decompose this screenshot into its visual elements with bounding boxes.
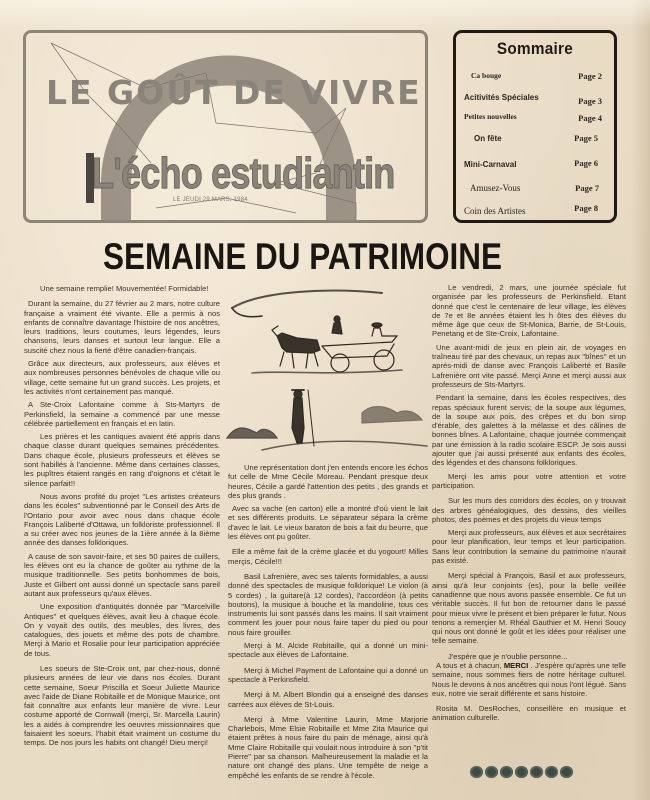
paragraph: Durant la semaine, du 27 février au 2 mars, notre culture française a vraiment été vivante. Elle a permis à nos enfants de connaître davantage l'histoire de nos ancêtres, leurs traditions, leurs coutumes, leurs légendes, leurs chansons, leurs danses et surtout leur langue. Elle a suscité chez nous la fierté d'être canadien-français. bbox=[24, 299, 220, 355]
toc-item-page: Page 8 bbox=[574, 203, 598, 213]
paragraph: Merçi spécial à François, Basil et aux professeurs, ainsi qu'à leur conjoints (es), pour la belle veillée canadienne que nous avons passée ensemble. Ce fut un véritable succès. Il fut bon de retourner dans le passé pour mieux vivre le présent et bien préparer le futur. Nous tenons a remerçier M. Rhéal Gauthier et M. Henri Soucy qui nous ont donné le goût et les idées pour réaliser une telle semaine. bbox=[432, 571, 626, 646]
masthead bbox=[23, 30, 428, 223]
paragraph: Basil Lafrenière, avec ses talents formidables, a aussi donné des spectacles de musique folklorique! Le violon (à 5 cordes) , la guitare(à 12 cordes), l'accordéon (à petits boutons), la musique à bouche et la mandoline, tous ces instruments lui sont passés dans les mains. Il sait vraiment comment les jouer pour nous faire taper du pied ou pour nous faire grouiller. bbox=[228, 571, 428, 637]
paragraph: Une représentation dont j'en entends encore les échos fut celle de Mme Cécile Moreau. Pendant presque deux heures, Cécile a gardé l'attention des petits , des grands et des plus grands . bbox=[228, 463, 428, 500]
paragraph: Merçi à Mme Valentine Laurin, Mme Marjorie Charlebois, Mme Elsie Robitaille et Mme Zita Maurice qui étaient prêtes à nous faire du pain de ménage, ainsi qu'à Mme Claire Robitaille qui voulait nous introduire à son ''p'tit Pierre'' par sa chanson. Malheureusement la maladie et la nature ont changé des plans. Une tempête de neige a empêché les enfants de se rendre à l'école. bbox=[228, 714, 428, 780]
paragraph: Merçi à Michel Payment de Lafontaine qui a donné un spectacle à Perkinsfield. bbox=[228, 665, 428, 684]
toc-item-page: Page 2 bbox=[578, 71, 602, 81]
toc-item-label: Coin des Artistes bbox=[464, 206, 526, 216]
article-column-left bbox=[24, 284, 220, 752]
toc-item[interactable] bbox=[464, 134, 606, 148]
paragraph: Elle a même fait de la crème glacée et du yogourt! Milles merçis, Cécile!!! bbox=[228, 547, 428, 566]
paragraph: J'espère que je n'oublie personne... bbox=[448, 651, 568, 661]
paragraph: Merçi les amis pour votre attention et votre participation. bbox=[432, 471, 626, 490]
ornament-icon bbox=[545, 766, 558, 778]
paragraph: Pendant la semaine, dans les écoles respectives, des repas spéciaux furent servis; de la soupe aux légumes, de la soupe aux pois, des crêpes et du bon sirop d'érable, des galettes à la mélasse et des câlines de bonnes bînes. A Lafontaine, chaque journée commençait par une émission à la radio scolaire ESCP. Je sois aussi ajouter que j'ai aussi présenté aux enfants des écoles, des légendes et des chansons folkloriques. bbox=[432, 393, 626, 468]
ornament-icon bbox=[560, 766, 573, 778]
closing-suffix: . J'espère qu'après une telle semaine, nous sommes fiers de notre héritage culturel. Nous le devons à nos ancêtres qui nous l'ont légué. Sans eux, notre vie serait différente et sans histoire. bbox=[432, 660, 626, 698]
toc-item-label: Mini-Carnaval bbox=[464, 160, 517, 169]
ornament-icon bbox=[530, 766, 543, 778]
toc-item-page: Page 3 bbox=[578, 96, 602, 106]
closing-paragraph bbox=[432, 661, 626, 698]
toc-item-label: On fête bbox=[474, 134, 502, 143]
article-column-middle bbox=[228, 463, 428, 784]
ornament-icon bbox=[515, 766, 528, 778]
masthead-title: LE GOÛT DE VIVRE bbox=[46, 73, 422, 112]
paragraph: Les prières et les cantiques avaient été appris dans chaque classe durant quelques semaines précédentes. Dans chaque école, plusieurs professeurs et élèves se sont habillés à l'ancienne. Même dans certaines classes, les pupîtres étaient rangés en rang d'oignons et c'était le silence parfait!! bbox=[24, 432, 220, 488]
ornament-icon bbox=[500, 766, 513, 778]
ornament-icon bbox=[485, 766, 498, 778]
paragraph: Merçi à M. Alcide Robitaille, qui a donné un mini-spectacle aux élèves de Lafontaine. bbox=[228, 641, 428, 660]
paragraph: Avec sa vache (en carton) elle a montré d'où vient le lait et ses différents produits. Le séparateur sépara la crème d'avec le lait. Le vieux baraton de bois a fait du beurre, que les élèves ont pu goûter. bbox=[228, 504, 428, 542]
ornament-icon bbox=[470, 766, 483, 778]
toc-item-page: Page 5 bbox=[574, 133, 598, 143]
paragraph: Nous avons profité du projet ''Les artistes créateurs dans les écoles'' subventionné par le Conseil des Arts de l'Ontario pour avoir avec nous dans chaque école François Laliberté d'Ottawa, un folkloriste professionnel. Il a su créer avec nos jeunes de la 1ière année à la 8ième année des danses folkloriques. bbox=[24, 491, 220, 548]
toc-item-label: Acitivités Spéciales bbox=[464, 93, 539, 102]
toc-item-page: Page 6 bbox=[574, 158, 598, 168]
toc-item[interactable] bbox=[464, 203, 606, 220]
carriage-illustration bbox=[222, 278, 432, 458]
signature: Rosita M. DesRoches, conseillère en musique et animation culturelle. bbox=[432, 704, 626, 723]
paragraph: Sur les murs des corridors des écoles, on y trouvait des arbres généalogiques, des dessins, des vieilles photos, des poèmes et des projets du vieux temps bbox=[432, 496, 626, 524]
article-headline: SEMAINE DU PATRIMOINE bbox=[103, 236, 502, 277]
table-of-contents bbox=[453, 30, 617, 223]
toc-item[interactable] bbox=[464, 93, 606, 107]
masthead-subtitle: L'écho estudiantin bbox=[92, 149, 395, 198]
paragraph: Grâce aux directeurs, aux professeurs, aux élèves et aux nombreuses personnes bénévoles de chaque ville ou village, cette semaine fut un grand succès. Les projets, et les activités n'ont certainement pas manqué. bbox=[24, 359, 220, 396]
paragraph: Une exposition d'antiquités donnée par ''Marcelville Antiques'' et quelques élèves, avait lieu à chaque école. On y voyait des outils, des meubles, des livres, des catalogues, des jouets et même des pots de chambre. Merçi à Mario et Rosalie pour leur participation appréciée de tous. bbox=[24, 602, 220, 658]
toc-item-label: Petites nouvelles bbox=[464, 112, 517, 121]
paragraph: A cause de son savoir-faire, et ses 50 paires de cuillers, les élèves ont eu la chance de goûter au rythme de la musique traditionnelle. Ses petits bonhommes de bois, Juste et Gilbert ont aussi donné un spectacle sans pareil autant aux professeurs qu'aux élèves. bbox=[24, 551, 220, 598]
issue-date: LE JEUDI 29 MARS, 1984 bbox=[173, 197, 248, 203]
toc-item-page: Page 7 bbox=[575, 183, 599, 193]
closing-merci: MERCI bbox=[503, 660, 529, 670]
toc-item-page: Page 4 bbox=[578, 113, 602, 123]
paragraph: Une avant-midi de jeux en plein air, de voyages en traîneau tiré par des chevaux, un repas aux ''bînes'' et un aprés-midi de danse avec François Laliberté et Basile Lafrenière ont vite passé. Merçi Anne et merçi aussi aux professeurs de Sts-Martyrs. bbox=[432, 342, 626, 389]
paragraph: Les soeurs de Ste-Croix ont, par chez-nous, donné plusieurs années de leur vie dans nos écoles. Durant cette semaine, Soeur Priscilla et Soeur Juliette Maurice avec l'aide de Diane Robitaille et de Monique Maurice, ont fait connaître aux enfants leur manière de vivre. Leur costume apporté de Cornwall (merçi, Sr. Marcella Laurin) les a aidés à comprendre les oeuvres missionnaires que faisaient les soeurs. l'habit était vraiment un costume du temps. De nos jours les habits ont changé! Dieu merçi! bbox=[24, 663, 220, 748]
toc-item-label: Amusez-Vous bbox=[470, 183, 521, 193]
ornament-row bbox=[470, 766, 590, 778]
toc-item[interactable] bbox=[464, 160, 606, 174]
toc-item-label: Ca bouge bbox=[471, 71, 502, 80]
paragraph: Merçi à M. Albert Blondin qui a enseigné des danses carrées aux élèves de St-Louis. bbox=[228, 690, 428, 709]
paragraph: A Ste-Croix Lafontaine comme à Sts-Martyrs de Perkinsfield, la semaine a commencé par une messe célébrée partiellement en français et en latin. bbox=[24, 400, 220, 428]
closing-prefix: A tous et à chacun, bbox=[436, 660, 504, 670]
paper-fold-shading bbox=[0, 0, 650, 30]
toc-title: Sommaire bbox=[496, 39, 574, 58]
paragraph: Le vendredi, 2 mars, une journée spéciale fut organisée par les professeurs de Perkinsfield. Etant donné que c'est le centenaire de leur village, les élèves de 7e et 8e années étaient les h ôtes des élèves du même âge que ceux de St-Monica, Barrie, de St-Louis, Penetang et de Ste-Croix, Lafontaine. bbox=[432, 283, 626, 339]
toc-item[interactable] bbox=[464, 183, 606, 197]
paragraph: Merçi aux professeurs, aux élèves et aux secrétaires pour leur planification, leur temps et leur participation. Sans leur contribution la semaine du patrimoine n'aurait pas existé. bbox=[432, 528, 626, 566]
paragraph: Une semaine remplie! Mouvementée! Formidable! bbox=[40, 284, 209, 293]
toc-item[interactable] bbox=[464, 112, 606, 126]
article-column-right bbox=[432, 283, 626, 727]
toc-item[interactable] bbox=[464, 71, 606, 85]
